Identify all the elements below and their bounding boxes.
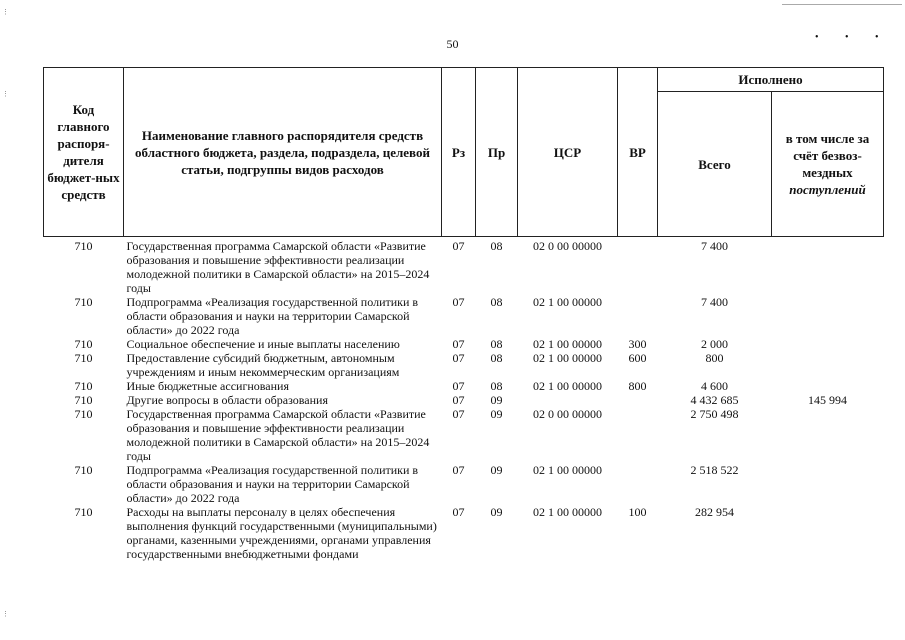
- cell-vr: 600: [628, 351, 647, 365]
- cell-total: 282 954: [695, 505, 734, 519]
- cell-vr: [618, 393, 658, 407]
- cell-code: 710: [74, 239, 93, 253]
- cell-csr: 02 0 00 00000: [533, 239, 602, 253]
- table-row: [44, 237, 884, 296]
- cell-pr: 08: [490, 379, 503, 393]
- cell-csr: [518, 393, 618, 407]
- table-row: [44, 407, 884, 463]
- cell-gratis: [772, 379, 884, 393]
- header-gratis: [772, 92, 884, 237]
- cell-pr: 08: [490, 337, 503, 351]
- cell-vr: [618, 237, 658, 296]
- cell-pr: 09: [490, 505, 503, 519]
- cell-code: 710: [74, 407, 93, 421]
- cell-vr: 300: [628, 337, 647, 351]
- table-row: [44, 379, 884, 393]
- scan-dots: • • •: [815, 32, 891, 43]
- cell-pr: 09: [490, 463, 503, 477]
- cell-code: 710: [74, 463, 93, 477]
- cell-total: 2 000: [701, 337, 728, 351]
- cell-code: 710: [74, 505, 93, 519]
- cell-rz: 07: [452, 379, 465, 393]
- table-row: [44, 505, 884, 561]
- table-row: [44, 295, 884, 337]
- cell-pr: 08: [490, 295, 503, 309]
- table-row: [44, 393, 884, 407]
- cell-total: 4 432 685: [690, 393, 739, 407]
- cell-vr: [618, 407, 658, 463]
- cell-name: Иные бюджетные ассигнования: [126, 379, 289, 393]
- table-row: [44, 337, 884, 351]
- cell-rz: 07: [452, 239, 465, 253]
- cell-gratis: [772, 505, 884, 561]
- page-number: 50: [446, 37, 459, 51]
- cell-total: 800: [705, 351, 724, 365]
- cell-total: 2 750 498: [690, 407, 739, 421]
- cell-name: Расходы на выплаты персоналу в целях обеспечения выполнения функций государственными (муниципальными) органами, казенными учреждениями, органами управления государственными внебюджетными фондами: [126, 505, 437, 561]
- cell-total: 7 400: [701, 239, 728, 253]
- header-pr: Пр: [476, 68, 518, 237]
- budget-table: [43, 67, 884, 561]
- cell-pr: 08: [490, 351, 503, 365]
- cell-rz: 07: [452, 505, 465, 519]
- cell-name: Государственная программа Самарской области «Развитие образования и повышение эффективности реализации молодежной политики в Самарской области» на 2015–2024 годы: [126, 407, 430, 463]
- cell-gratis: [772, 237, 884, 296]
- cell-name: Предоставление субсидий бюджетным, автономным учреждениям и иным некоммерческим организациям: [126, 351, 400, 379]
- cell-code: 710: [74, 393, 93, 407]
- cell-code: 710: [74, 337, 93, 351]
- cell-gratis: 145 994: [808, 393, 847, 407]
- cell-name: Подпрограмма «Реализация государственной политики в области образования и науки на территории Самарской области» до 2022 года: [126, 295, 419, 337]
- cell-total: 4 600: [701, 379, 728, 393]
- cell-total: 2 518 522: [690, 463, 739, 477]
- cell-rz: 07: [452, 337, 465, 351]
- cell-name: Социальное обеспечение и иные выплаты населению: [126, 337, 400, 351]
- header-csr: ЦСР: [518, 68, 618, 237]
- header-gratis-suffix: поступлений: [789, 182, 866, 198]
- cell-rz: 07: [452, 295, 465, 309]
- margin-mark: ⋮: [2, 610, 9, 618]
- cell-rz: 07: [452, 407, 465, 421]
- cell-csr: 02 1 00 00000: [533, 351, 602, 365]
- cell-name: Подпрограмма «Реализация государственной политики в области образования и науки на территории Самарской области» до 2022 года: [126, 463, 419, 505]
- cell-pr: 09: [490, 393, 503, 407]
- cell-rz: 07: [452, 393, 465, 407]
- cell-pr: 09: [490, 407, 503, 421]
- cell-code: 710: [74, 351, 93, 365]
- table-row: [44, 463, 884, 505]
- cell-vr: [618, 295, 658, 337]
- cell-code: 710: [74, 379, 93, 393]
- cell-csr: 02 0 00 00000: [533, 407, 602, 421]
- cell-vr: 800: [628, 379, 647, 393]
- table-body: [44, 237, 884, 562]
- cell-vr: 100: [628, 505, 647, 519]
- header-gratis-prefix: в том числе за счёт безвоз-мездных: [785, 131, 870, 181]
- cell-gratis: [772, 351, 884, 379]
- cell-name: Другие вопросы в области образования: [126, 393, 328, 407]
- header-code: Код главного распоря-дителя бюджет-ных средств: [44, 68, 124, 237]
- cell-csr: 02 1 00 00000: [533, 337, 602, 351]
- cell-rz: 07: [452, 463, 465, 477]
- margin-mark: ⋮: [2, 90, 9, 98]
- cell-csr: 02 1 00 00000: [533, 463, 602, 477]
- top-rule: [782, 4, 902, 5]
- cell-csr: 02 1 00 00000: [533, 379, 602, 393]
- header-rz: Рз: [442, 68, 476, 237]
- cell-pr: 08: [490, 239, 503, 253]
- header-executed: Исполнено: [658, 68, 884, 92]
- cell-gratis: [772, 337, 884, 351]
- cell-name: Государственная программа Самарской области «Развитие образования и повышение эффективности реализации молодежной политики в Самарской области» на 2015–2024 годы: [126, 239, 430, 295]
- cell-rz: 07: [452, 351, 465, 365]
- cell-total: 7 400: [701, 295, 728, 309]
- cell-gratis: [772, 295, 884, 337]
- header-vr: ВР: [618, 68, 658, 237]
- header-total: Всего: [658, 92, 772, 237]
- margin-mark: ⋮: [2, 8, 9, 16]
- cell-vr: [618, 463, 658, 505]
- cell-csr: 02 1 00 00000: [533, 505, 602, 519]
- cell-code: 710: [74, 295, 93, 309]
- table-row: [44, 351, 884, 379]
- cell-gratis: [772, 463, 884, 505]
- header-name: Наименование главного распорядителя средств областного бюджета, раздела, подраздела, целевой статьи, подгруппы видов расходов: [124, 68, 442, 237]
- cell-gratis: [772, 407, 884, 463]
- cell-csr: 02 1 00 00000: [533, 295, 602, 309]
